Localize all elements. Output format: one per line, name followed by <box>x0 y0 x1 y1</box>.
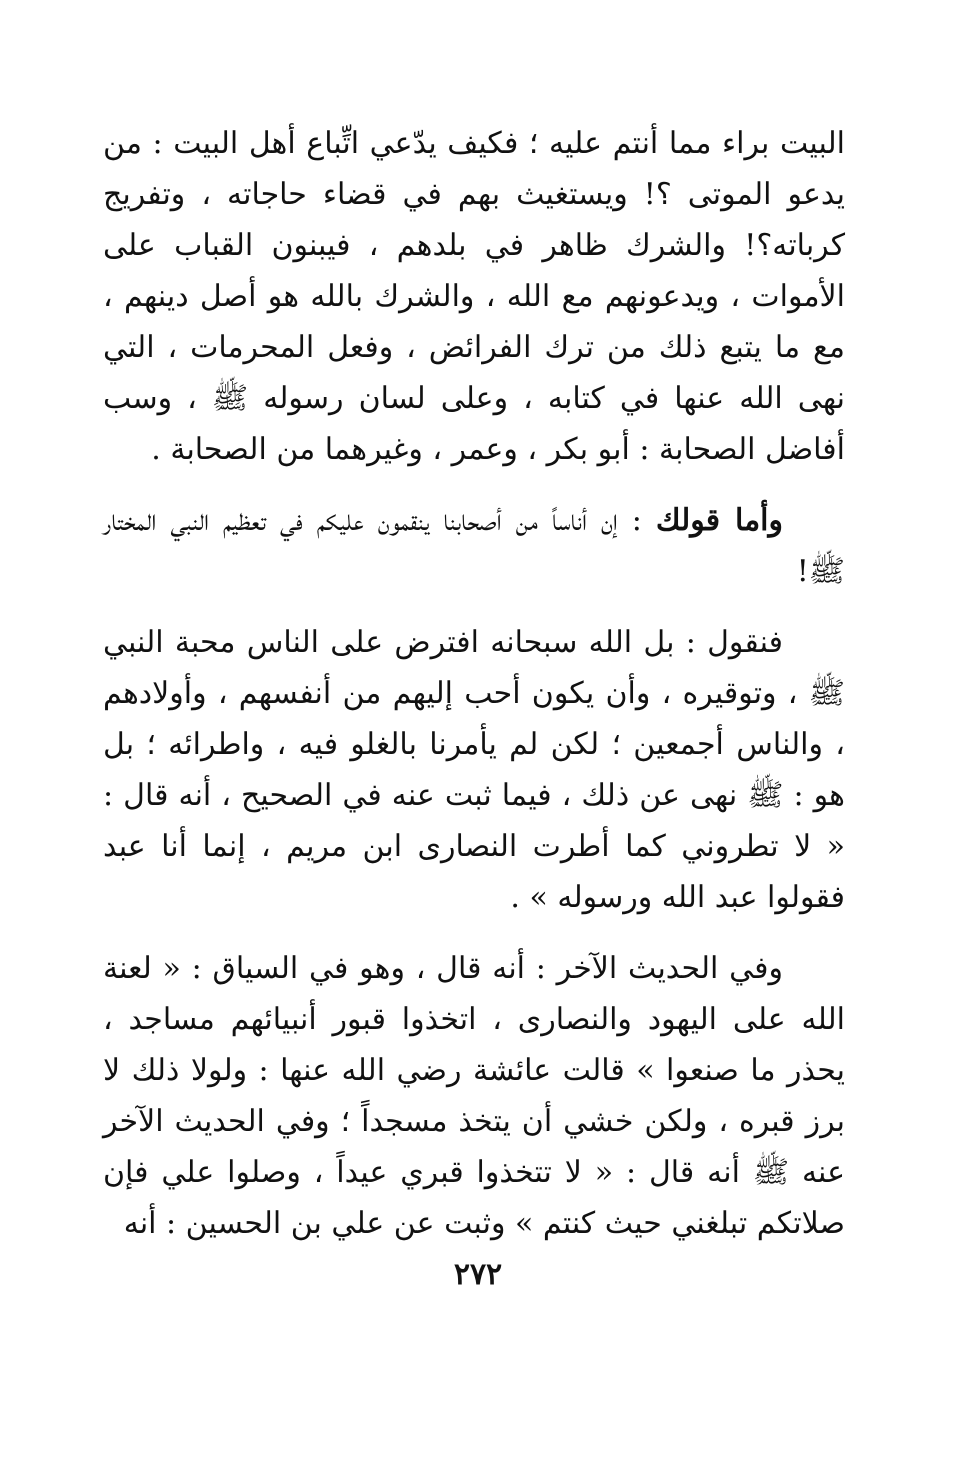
paragraph-2-text: : إن أناساً من أصحابنا ينقمون عليكم في تعظيم النبي المختار ﷺ! <box>103 503 845 589</box>
page-number: ٢٧٢ <box>453 1257 503 1292</box>
paragraph-4 <box>103 943 845 1249</box>
paragraph-3-text: فنقول : بل الله سبحانه افترض على الناس محبة النبي ﷺ ، وتوقيره ، وأن يكون أحب إليهم من أنفسهم ، وأولادهم ، والناس أجمعين ؛ لكن لم يأمرنا بالغلو فيه ، واطرائه ؛ بل هو : ﷺ نهى عن ذلك ، فيما ثبت عنه في الصحيح ، أنه قال : « لا تطروني كما أطرت النصارى ابن مريم ، إنما أنا عبد فقولوا عبد الله ورسوله » . <box>103 625 845 915</box>
paragraph-2 <box>103 495 845 597</box>
paragraph-4-text: وفي الحديث الآخر : أنه قال ، وهو في السياق : « لعنة الله على اليهود والنصارى ، اتخذوا قبور أنبيائهم مساجد ، يحذر ما صنعوا » قالت عائشة رضي الله عنها : ولولا ذلك لا برز قبره ، ولكن خشي أن يتخذ مسجداً ؛ وفي الحديث الآخر عنه ﷺ أنه قال : « لا تتخذوا قبري عيداً ، وصلوا علي فإن صلاتكم تبلغني حيث كنتم » وثبت عن علي بن الحسين : أنه <box>103 951 845 1241</box>
paragraph-3 <box>103 617 845 923</box>
paragraph-1 <box>103 118 845 475</box>
paragraph-2-lead: وأما قولك <box>655 503 783 538</box>
page-body <box>103 118 845 1249</box>
paragraph-1-text: البيت براء مما أنتم عليه ؛ فكيف يدّعي اتِّباع أهل البيت : من يدعو الموتى ؟! ويستغيث بهم في قضاء حاجاته ، وتفريج كرباته؟! والشرك ظاهر في بلدهم ، فيبنون القباب على الأموات ، ويدعونهم مع الله ، والشرك بالله هو أصل دينهم ، مع ما يتبع ذلك من ترك الفرائض ، وفعل المحرمات ، التي نهى الله عنها في كتابه ، وعلى لسان رسوله ﷺ ، وسب أفاضل الصحابة : أبو بكر ، وعمر ، وغيرهما من الصحابة . <box>103 126 845 467</box>
